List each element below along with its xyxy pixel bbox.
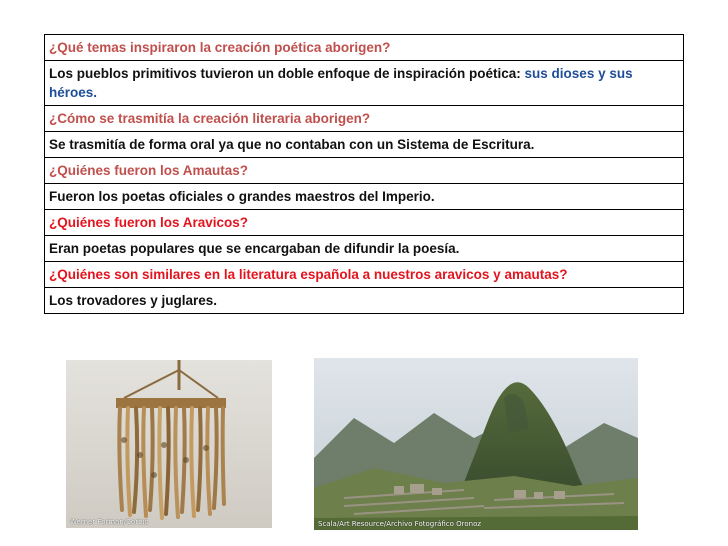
question-row [45,158,684,184]
answer-text [45,61,684,106]
question-text: ¿Qué temas inspiraron la creación poética aborigen? [45,35,684,61]
question-text: ¿Quiénes fueron los Aravicos? [45,210,684,236]
answer-main: Los pueblos primitivos tuvieron un doble enfoque de inspiración poética: [49,66,525,81]
question-text: ¿Quiénes son similares en la literatura española a nuestros aravicos y amautas? [45,262,684,288]
answer-row [45,236,684,262]
answer-row [45,132,684,158]
answer-highlight: sus dioses y sus héroes. [49,66,633,100]
mountain-ruins-icon [314,358,638,530]
qa-table [44,34,684,314]
photo-credit: Werner Forman/Corbis [70,518,149,526]
quipu-photo [66,360,272,528]
question-row [45,106,684,132]
quipu-icon [66,360,272,528]
answer-text: Se trasmitía de forma oral ya que no contaban con un Sistema de Escritura. [45,132,684,158]
question-row [45,210,684,236]
question-row [45,262,684,288]
answer-text: Los trovadores y juglares. [45,288,684,314]
question-text: ¿Cómo se trasmitía la creación literaria aborigen? [45,106,684,132]
answer-row [45,184,684,210]
photo-credit: Scala/Art Resource/Archivo Fotográfico Oronoz [318,520,482,528]
question-row [45,35,684,61]
machu-picchu-photo [314,358,638,530]
answer-text: Fueron los poetas oficiales o grandes maestros del Imperio. [45,184,684,210]
answer-row [45,61,684,106]
answer-row [45,288,684,314]
answer-text: Eran poetas populares que se encargaban de difundir la poesía. [45,236,684,262]
question-text: ¿Quiénes fueron los Amautas? [45,158,684,184]
